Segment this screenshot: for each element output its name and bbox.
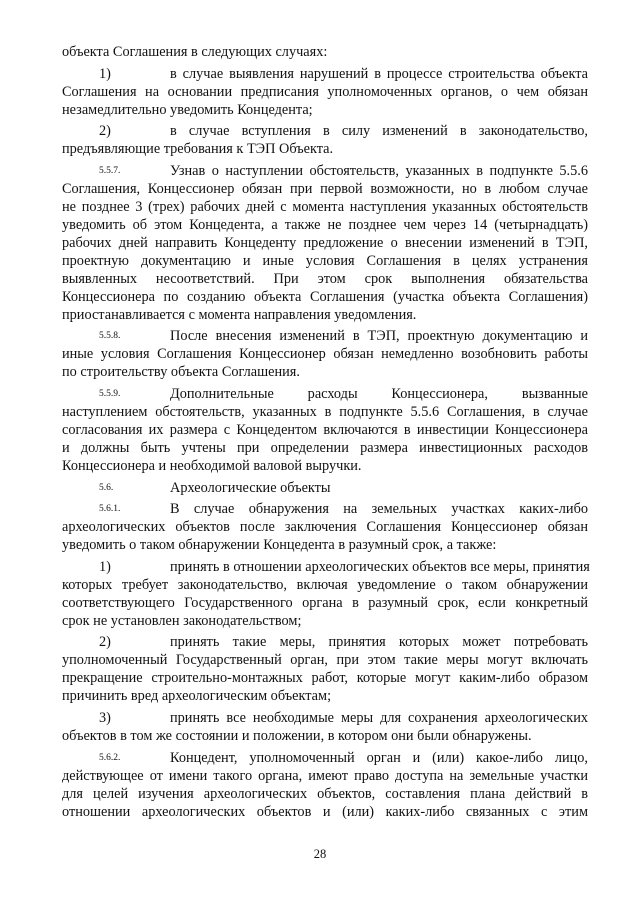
- clause-number: 5.5.9.: [99, 389, 121, 399]
- text-line: уведомить об этом Концедента, а также не позднее чем через 14 (четырнадцать): [62, 217, 588, 233]
- clause-number: 5.5.8.: [99, 331, 121, 341]
- text-line: Узнав о наступлении обстоятельств, указанных в подпункте 5.5.6: [170, 163, 588, 179]
- text-line: выявленных несоответствий. При этом срок выполнения обязательства: [62, 271, 588, 287]
- text-line: Концессионера по созданию объекта Соглашения (участка объекта Соглашения): [62, 289, 588, 305]
- text-line: по строительству объекта Соглашения.: [62, 364, 300, 380]
- text-line: В случае обнаружения на земельных участках каких-либо: [170, 501, 588, 517]
- text-line: и должны быть учтены при определении размера инвестиционных расходов: [62, 440, 588, 456]
- text-line: Концессионера и необходимой валовой выручки.: [62, 458, 362, 474]
- text-line: Дополнительные расходы Концессионера, вызванные: [170, 386, 588, 402]
- text-line: незамедлительно уведомить Концедента;: [62, 102, 313, 118]
- clause-number: 3): [99, 710, 111, 726]
- text-line: соответствующего Государственного органа в разумный срок, если конкретный: [62, 595, 588, 611]
- clause-number: 1): [99, 66, 111, 82]
- text-line: не позднее 3 (трех) рабочих дней с момента наступления указанных обстоятельств: [62, 199, 588, 215]
- clause-number: 5.6.: [99, 483, 114, 493]
- text-line: предъявляющие требования к ТЭП Объекта.: [62, 141, 334, 157]
- text-line: Соглашения, Концессионер обязан при первой возможности, но в любом случае: [62, 181, 588, 197]
- text-line: наступлением обстоятельств, указанных в подпункте 5.5.6 Соглашения, в случае: [62, 404, 588, 420]
- text-line: для целей изучения археологических объектов, составления плана действий в: [62, 786, 588, 802]
- text-line: срок не установлен законодательством;: [62, 613, 302, 629]
- text-line: Археологические объекты: [170, 480, 331, 496]
- page-number: 28: [313, 847, 327, 861]
- text-line: После внесения изменений в ТЭП, проектную документацию и: [170, 328, 588, 344]
- text-line: принять такие меры, принятия которых может потребовать: [170, 634, 588, 650]
- text-line: объекта Соглашения в следующих случаях:: [62, 44, 328, 60]
- text-line: рабочих дней направить Концеденту предложение о внесении изменений в ТЭП,: [62, 235, 588, 251]
- text-line: принять в отношении археологических объектов все меры, принятия: [170, 559, 590, 575]
- text-line: иные условия Соглашения Концессионер обязан немедленно возобновить работы: [62, 346, 588, 362]
- text-line: объектов в том же состоянии и положении, в котором они были обнаружены.: [62, 728, 532, 744]
- text-line: Концедент, уполномоченный орган и (или) какое-либо лицо,: [170, 750, 588, 766]
- text-line: в случае выявления нарушений в процессе строительства объекта: [170, 66, 588, 82]
- text-line: отношении археологических объектов и (или) каких-либо связанных с этим: [62, 804, 588, 820]
- text-line: причинить вред археологическим объектам;: [62, 688, 332, 704]
- text-line: Соглашения на основании предписания уполномоченных органов, о чем обязан: [62, 84, 588, 100]
- text-line: уведомить о таком обнаружении Концедента в разумный срок, а также:: [62, 537, 497, 553]
- text-line: действующее от имени такого органа, имеют право доступа на земельные участки: [62, 768, 588, 784]
- clause-number: 5.5.7.: [99, 166, 121, 176]
- text-line: проектную документацию и иные условия Соглашения в целях устранения: [62, 253, 588, 269]
- text-line: в случае вступления в силу изменений в законодательство,: [170, 123, 588, 139]
- text-line: приостанавливается с момента направления уведомления.: [62, 307, 417, 323]
- text-line: принять все необходимые меры для сохранения археологических: [170, 710, 588, 726]
- text-line: прекращение строительно-монтажных работ, которые могут каким-либо образом: [62, 670, 588, 686]
- clause-number: 2): [99, 634, 111, 650]
- clause-number: 5.6.1.: [99, 504, 121, 514]
- clause-number: 1): [99, 559, 111, 575]
- clause-number: 2): [99, 123, 111, 139]
- clause-number: 5.6.2.: [99, 753, 121, 763]
- text-line: уполномоченный Государственный орган, при этом такие меры могут включать: [62, 652, 588, 668]
- text-line: археологических объектов после заключения Соглашения Концессионер обязан: [62, 519, 588, 535]
- text-line: которых требует законодательство, включая уведомление о таком обнаружении: [62, 577, 588, 593]
- text-line: согласования их размера с Концедентом включаются в инвестиции Концессионера: [62, 422, 588, 438]
